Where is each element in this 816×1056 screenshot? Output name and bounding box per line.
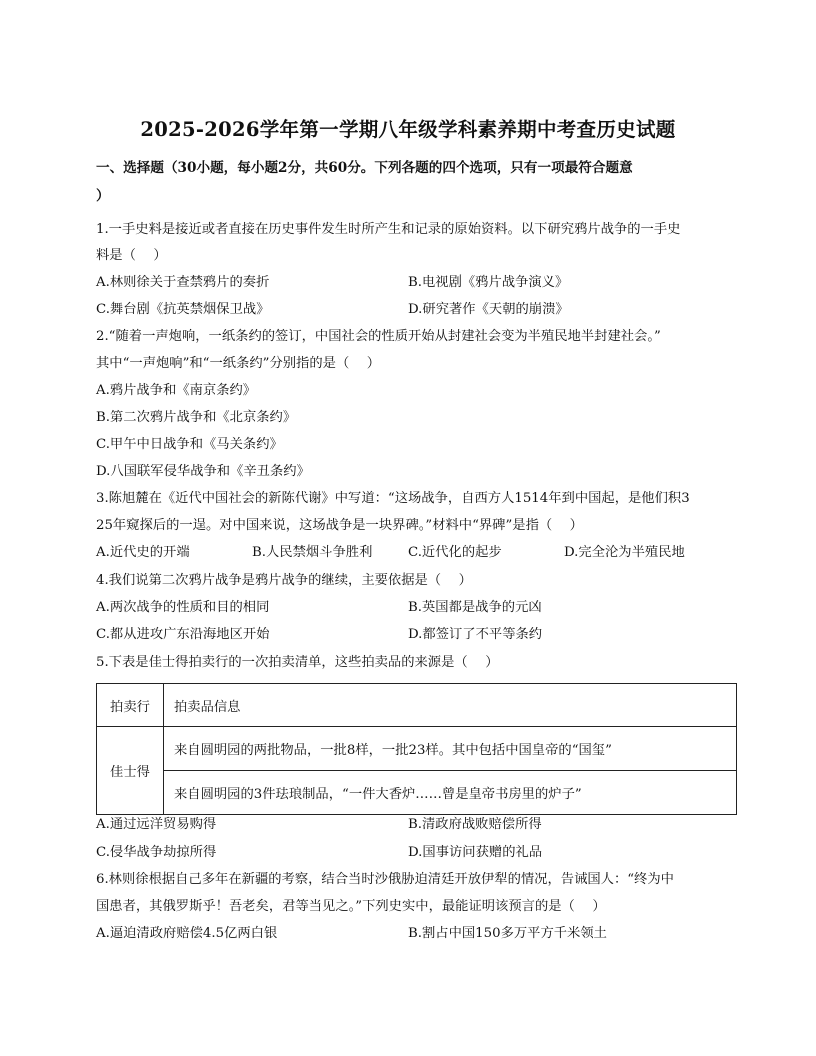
table-header-row <box>97 684 737 727</box>
q6-option-b: B.割占中国150多万平方千米领土 <box>408 926 607 941</box>
q5-option-a: A.通过远洋贸易购得 <box>96 817 217 832</box>
table-cell-house: 佳士得 <box>97 727 164 815</box>
table-cell-item-1: 来自圆明园的两批物品，一批8样，一批23样。其中包括中国皇帝的“国玺” <box>164 727 737 771</box>
question-2-stem-cont: 其中“一声炮响”和“一纸条约”分别指的是（ ） <box>96 356 381 371</box>
q1-option-c: C.舞台剧《抗英禁烟保卫战》 <box>96 302 270 317</box>
q1-option-d: D.研究著作《天朝的崩溃》 <box>408 302 569 317</box>
question-2-stem: 2.“随着一声炮响，一纸条约的签订，中国社会的性质开始从封建社会变为半殖民地半封建社会。” <box>96 329 661 344</box>
question-1-stem: 1.一手史料是接近或者直接在历史事件发生时所产生和记录的原始资料。以下研究鸦片战争的一手史 <box>96 222 681 237</box>
q4-option-a: A.两次战争的性质和目的相同 <box>96 600 270 615</box>
table-cell-item-2: 来自圆明园的3件珐琅制品，“一件大香炉……曾是皇帝书房里的炉子” <box>164 771 737 815</box>
q3-option-c: C.近代化的起步 <box>408 545 502 560</box>
q5-option-d: D.国事访问获赠的礼品 <box>408 845 543 860</box>
q1-option-a: A.林则徐关于查禁鸦片的奏折 <box>96 275 270 290</box>
question-6-stem-cont: 国患者，其俄罗斯乎！吾老矣，君等当见之。”下列史实中，最能证明该预言的是（ ） <box>96 899 606 914</box>
auction-table <box>96 683 737 815</box>
q2-option-c: C.甲午中日战争和《马关条约》 <box>96 437 283 452</box>
section-heading: 一、选择题（30小题，每小题2分，共60分。下列各题的四个选项，只有一项最符合题意 <box>96 160 633 176</box>
q2-option-d: D.八国联军侵华战争和《辛丑条约》 <box>96 464 310 479</box>
q4-option-c: C.都从进攻广东沿海地区开始 <box>96 627 270 642</box>
question-3-stem-cont: 25年窥探后的一逞。对中国来说，这场战争是一块界碑。”材料中“界碑”是指（ ） <box>96 518 583 533</box>
table-header-house: 拍卖行 <box>97 684 164 727</box>
table-row <box>97 727 737 771</box>
question-3-stem: 3.陈旭麓在《近代中国社会的新陈代谢》中写道：“这场战争，自西方人1514年到中国起，是他们积3 <box>96 491 690 506</box>
q4-option-d: D.都签订了不平等条约 <box>408 627 543 642</box>
table-row <box>97 771 737 815</box>
q3-option-b: B.人民禁烟斗争胜利 <box>252 545 373 560</box>
q6-option-a: A.逼迫清政府赔偿4.5亿两白银 <box>96 926 278 941</box>
question-5-stem: 5.下表是佳士得拍卖行的一次拍卖清单，这些拍卖品的来源是（ ） <box>96 655 499 670</box>
question-4-stem: 4.我们说第二次鸦片战争是鸦片战争的继续，主要依据是（ ） <box>96 573 472 588</box>
q4-option-b: B.英国都是战争的元凶 <box>408 600 542 615</box>
table-header-info: 拍卖品信息 <box>164 684 737 727</box>
q3-option-d: D.完全沦为半殖民地 <box>564 545 685 560</box>
question-6-stem: 6.林则徐根据自己多年在新疆的考察，结合当时沙俄胁迫清廷开放伊犁的情况，告诫国人：“终为中 <box>96 872 674 887</box>
question-1-stem-cont: 料是（ ） <box>96 248 167 263</box>
q2-option-a: A.鸦片战争和《南京条约》 <box>96 383 257 398</box>
q3-option-a: A.近代史的开端 <box>96 545 190 560</box>
exam-title: 2025-2026学年第一学期八年级学科素养期中考查历史试题 <box>140 118 676 141</box>
q5-option-c: C.侵华战争劫掠所得 <box>96 845 217 860</box>
section-heading-cont: ） <box>96 188 110 204</box>
q1-option-b: B.电视剧《鸦片战争演义》 <box>408 275 569 290</box>
q2-option-b: B.第二次鸦片战争和《北京条约》 <box>96 410 297 425</box>
q5-option-b: B.清政府战败赔偿所得 <box>408 817 542 832</box>
